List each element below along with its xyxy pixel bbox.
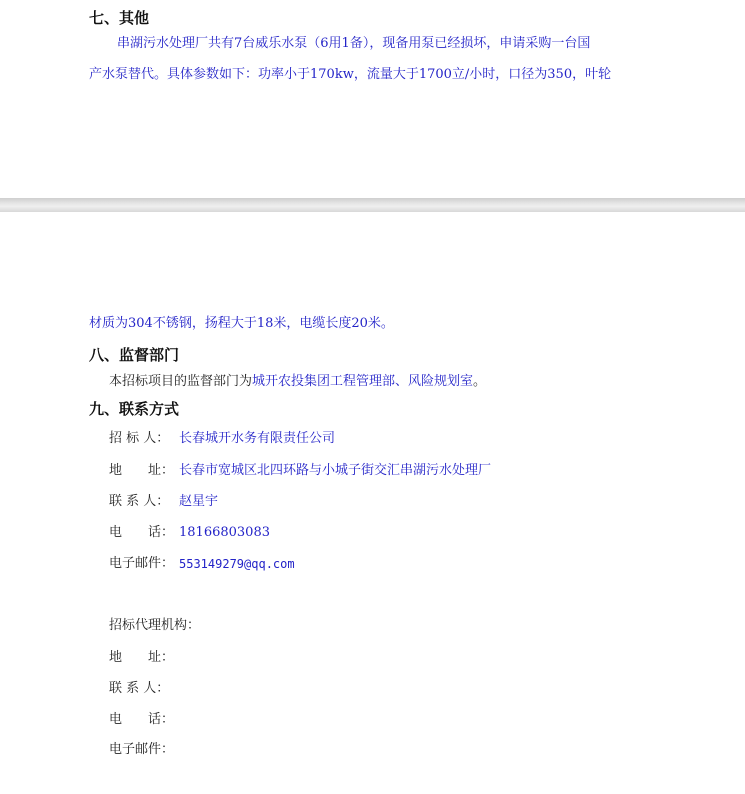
tenderer-name-value: 长春城开水务有限责任公司 [179,431,336,446]
tenderer-contact-label: 联 系 人： [109,494,170,509]
tenderer-email-label: 电子邮件： [109,556,175,571]
agency-phone-label: 电 话： [109,712,175,727]
page-separator [0,198,745,212]
section-7-heading: 七、其他 [89,9,150,27]
tenderer-name-label: 招 标 人： [109,431,170,446]
tenderer-phone-value: 18166803083 [179,525,270,540]
agency-title: 招标代理机构： [109,618,201,633]
tenderer-phone-label: 电 话： [109,525,175,540]
supervision-department: 城开农投集团工程管理部、风险规划室 [252,374,474,389]
section-8-heading: 八、监督部门 [89,346,180,364]
section-7-line-1: 串湖污水处理厂共有7台威乐水泵（6用1备），现备用泵已经损坏，申请采购一台国 [117,36,591,51]
tenderer-address-value: 长春市宽城区北四环路与小城子街交汇串湖污水处理厂 [179,463,492,478]
agency-contact-label: 联 系 人： [109,681,170,696]
agency-address-label: 地 址： [109,650,175,665]
section-7-line-2: 产水泵替代。具体参数如下：功率小于170kw，流量大于1700立/小时，口径为350，叶轮 [89,67,612,82]
section-8-text-prefix: 本招标项目的监督部门为 [109,374,253,389]
section-8-text-suffix: 。 [473,374,487,389]
agency-email-label: 电子邮件： [109,742,175,757]
tenderer-email-value: 553149279@qq.com [179,557,295,571]
tenderer-contact-value: 赵星宇 [179,494,219,509]
section-9-heading: 九、联系方式 [89,400,180,418]
section-8-text [109,373,486,391]
tenderer-address-label: 地 址： [109,463,175,478]
section-7-line-3: 材质为304不锈钢，扬程大于18米，电缆长度20米。 [89,316,394,331]
document-page-1 [0,0,745,198]
